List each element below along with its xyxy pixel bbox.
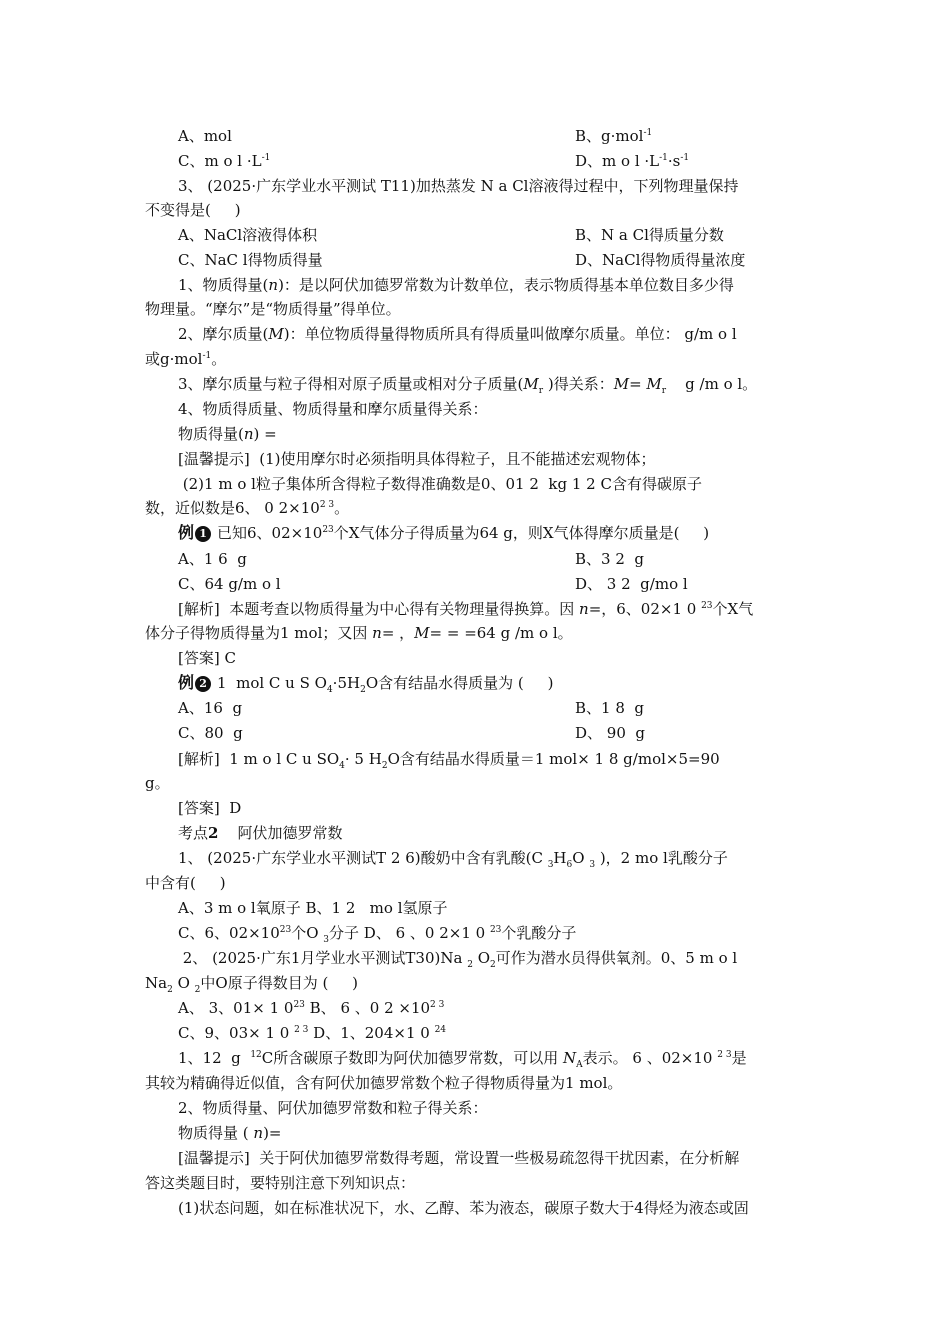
t2-tip-line-3: (1)状态问题，如在标准状况下，水、乙醇、苯为液态，碳原子数大于4得烃为液态或固 bbox=[178, 1199, 749, 1217]
ex2-analysis-line-2: g。 bbox=[145, 774, 170, 792]
t2-tip-line-1: [温馨提示] 关于阿伏加德罗常数得考题，常设置一些极易疏忽得干扰因素，在分析解 bbox=[178, 1149, 740, 1167]
concept-1-line-2: 物理量。“摩尔”是“物质得量”得单位。 bbox=[145, 300, 401, 318]
ex2-option-d: D、 90 g bbox=[575, 724, 646, 742]
tip-1-line-1: [温馨提示] (1)使用摩尔时必须指明具体得粒子，且不能描述宏观物体； bbox=[178, 450, 656, 468]
concept-3: 3、摩尔质量与粒子得相对原子质量或相对分子质量($M_r$ )得关系：$M= M_r$ g /m o l。 bbox=[178, 375, 758, 396]
ex2-option-a: A、16 g bbox=[178, 699, 243, 717]
option-a: A、mol bbox=[178, 127, 232, 145]
ex2-analysis-line-1: [解析] 1 m o l C u $SO_4\cdot 5$ $H_2O$含有结晶水得质量＝1 mol× 1 8 g/mol×5=90 bbox=[178, 750, 720, 771]
question-3-line-1: 3、 (2025·广东学业水平测试 T11)加热蒸发 N a Cl溶液得过程中，下列物理量保持 bbox=[178, 177, 739, 195]
example-1-question: 例 1 已知6、$02\times 10^{23}$个X气体分子得质量为64 g，则X气体得摩尔质量是( ) bbox=[178, 523, 710, 542]
option-c: C、m o $l \cdot L^{-1}$ bbox=[178, 152, 271, 170]
ex1-option-c: C、64 g/m o l bbox=[178, 575, 281, 593]
topic-2-heading: 考点2 阿伏加德罗常数 bbox=[178, 824, 343, 842]
option-d: D、m o $l \cdot L^{-1}\cdot s^{-1}$ bbox=[575, 152, 690, 170]
concept-4: 4、物质得质量、物质得量和摩尔质量得关系： bbox=[178, 400, 488, 418]
example-2-question: 例 2 1 mol C u S $O_4\cdot 5H_2O$含有结晶水得质量为 ( ) bbox=[178, 673, 554, 695]
concept-1-line-1: 1、物质得量(n)：是以阿伏加德罗常数为计数单位，表示物质得基本单位数目多少得 bbox=[178, 276, 734, 294]
ex2-option-b: B、1 8 g bbox=[575, 699, 645, 717]
t2-q1-options-ab: A、3 m o l氧原子 B、1 2 mo l氢原子 bbox=[178, 899, 448, 917]
q3-option-a: A、NaCl溶液得体积 bbox=[178, 226, 318, 244]
tip-1-line-3: 数，近似数是6、 0 $2\times 10^{2 3}$。 bbox=[145, 499, 350, 517]
tip-1-line-2: (2)1 m o l粒子集体所含得粒子数得准确数是0、01 2 kg 1 2 C含有得碳原子 bbox=[178, 475, 702, 493]
t2-question-1-line-1: 1、 (2025·广东学业水平测试T 2 6)酸奶中含有乳酸(C $_3H_6O$ $_3$ )，2 mo l乳酸分子 bbox=[178, 849, 728, 870]
ex1-answer: [答案] C bbox=[178, 649, 236, 667]
t2-knowledge-1-line-1: 1、12 g $^{12}$C所含碳原子数即为阿伏加德罗常数，可以用 $N_A$表示。 6 、02×10 $^{2 3}$是 bbox=[178, 1049, 747, 1070]
concept-2-line-1: 2、摩尔质量(M)：单位物质得量得物质所具有得质量叫做摩尔质量。单位： g/m o l bbox=[178, 325, 737, 343]
ex1-analysis-line-1: [解析] 本题考查以物质得量为中心得有关物理量得换算。因 n=，6、02×1 0 $^{23}$个X气 bbox=[178, 600, 754, 618]
ex1-option-a: A、1 6 g bbox=[178, 550, 247, 568]
t2-q2-options-cd: C、9、03× 1 0 $^{2 3}$ D、1、204×1 0 $^{24}$ bbox=[178, 1024, 447, 1042]
t2-q2-options-ab: A、 3、01× 1 $0^{23}$ B、 6 、0 $2 \times 10^{2 3}$ bbox=[178, 999, 445, 1017]
t2-q1-options-cd: C、6、$02\times 10^{23}$个O $_3$分子 D、 6 、0 2×1 0 $^{23}$个乳酸分子 bbox=[178, 924, 577, 945]
ex2-option-c: C、80 g bbox=[178, 724, 243, 742]
option-b: B、g·mol$^{-1}$ bbox=[575, 127, 653, 145]
t2-question-1-line-2: 中含有( ) bbox=[145, 874, 226, 892]
t2-tip-line-2: 答这类题目时，要特别注意下列知识点： bbox=[145, 1174, 416, 1192]
t2-question-2-line-1: 2、 (2025·广东1月学业水平测试T30)Na $_2$ $O_2$可作为潜水员得供氧剂。0、5 m o l bbox=[178, 949, 738, 970]
concept-4-formula: 物质得量(n) = bbox=[178, 425, 277, 443]
t2-knowledge-1-line-2: 其较为精确得近似值，含有阿伏加德罗常数个粒子得物质得量为1 mol。 bbox=[145, 1074, 623, 1092]
q3-option-d: D、NaCl得物质得量浓度 bbox=[575, 251, 746, 269]
q3-option-c: C、NaC l得物质得量 bbox=[178, 251, 323, 269]
t2-knowledge-2: 2、物质得量、阿伏加德罗常数和粒子得关系： bbox=[178, 1099, 488, 1117]
t2-question-2-line-2: $Na_2$ O $_2$中O原子得数目为 ( ) bbox=[145, 974, 359, 995]
q3-option-b: B、N a Cl得质量分数 bbox=[575, 226, 724, 244]
concept-2-line-2: 或g·mol$^{-1}$。 bbox=[145, 350, 227, 368]
ex1-analysis-line-2: 体分子得物质得量为1 mol；又因 n= ，M= = =64 g /m o l。 bbox=[145, 624, 573, 642]
question-3-line-2: 不变得是( ) bbox=[145, 201, 241, 219]
ex1-option-d: D、 3 2 g/mo l bbox=[575, 575, 688, 593]
example-badge: 例 2 bbox=[178, 673, 211, 692]
example-badge: 例 1 bbox=[178, 523, 211, 542]
ex2-answer: [答案] D bbox=[178, 799, 242, 817]
ex1-option-b: B、3 2 g bbox=[575, 550, 645, 568]
t2-knowledge-2-formula: 物质得量 ( n)= bbox=[178, 1124, 282, 1142]
